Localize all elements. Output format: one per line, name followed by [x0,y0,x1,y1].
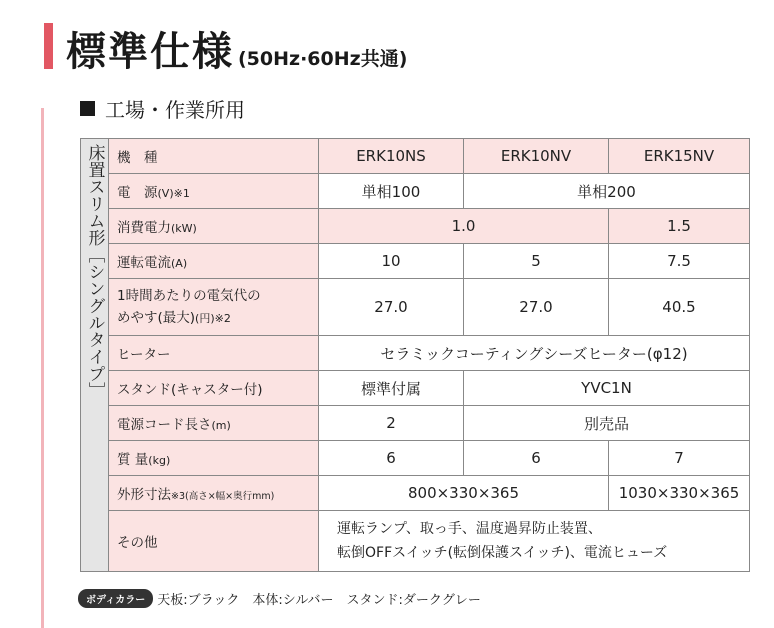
power-source-c1: 単相100 [319,174,464,209]
heater-label: ヒーター [109,336,319,371]
section-label: 工場・作業所用 [105,98,245,122]
row-label [109,209,319,244]
side-category-label [81,139,109,572]
table-row-cord [81,406,750,441]
other-line-2: 転倒OFFスイッチ(転倒保護スイッチ)、電流ヒューズ [337,545,668,561]
cost-label-1: 1時間あたりの電気代の [117,287,261,304]
current-c1: 10 [319,244,464,279]
dimensions-unit: ※3(高さ×幅×奥行mm) [171,491,275,502]
cost-c3: 40.5 [609,279,750,336]
table-row-other [81,511,750,572]
body-color-note [78,589,481,608]
dimensions-c12: 800×330×365 [319,476,609,511]
stand-c1: 標準付属 [319,371,464,406]
other-label: その他 [109,511,319,572]
table-row-weight [81,441,750,476]
row-label [109,174,319,209]
title-main: 標準仕様 [66,29,234,75]
section-heading [80,94,245,123]
model-erk10ns: ERK10NS [319,139,464,174]
weight-c2: 6 [464,441,609,476]
power-consumption-unit: (kW) [171,222,197,235]
table-row-power-source [81,174,750,209]
table-row-power-consumption [81,209,750,244]
row-label [109,244,319,279]
weight-unit: (kg) [148,454,171,467]
table-row-stand [81,371,750,406]
title-accent-bar [44,23,53,69]
current-label: 運転電流 [117,255,171,271]
cost-c1: 27.0 [319,279,464,336]
other-line-1: 運転ランプ、取っ手、温度過昇防止装置、 [337,521,602,537]
cord-label: 電源コード長さ [117,417,212,433]
weight-c1: 6 [319,441,464,476]
power-source-label: 電 源 [117,185,158,201]
other-value [319,511,750,572]
current-c3: 7.5 [609,244,750,279]
cost-unit: (円)※2 [195,311,231,325]
heater-value: セラミックコーティングシーズヒーター(φ12) [319,336,750,371]
power-consumption-c12: 1.0 [319,209,609,244]
row-label [109,441,319,476]
table-row-heater [81,336,750,371]
weight-label: 質 量 [117,452,149,468]
cost-label-2: めやす(最大) [117,309,196,326]
table-row-header [81,139,750,174]
side-label-text: 床置スリム形［シングルタイプ］ [84,144,105,399]
stand-label: スタンド(キャスター付) [109,371,319,406]
row-label [109,476,319,511]
power-source-unit: (V)※1 [157,187,190,200]
row-label [109,406,319,441]
left-accent-border [41,108,44,628]
dimensions-label: 外形寸法 [117,487,171,503]
power-source-c23: 単相200 [464,174,750,209]
table-row-current [81,244,750,279]
body-color-text: 天板:ブラック 本体:シルバー スタンド:ダークグレー [157,593,481,608]
cord-unit: (m) [211,419,231,432]
dimensions-c3: 1030×330×365 [609,476,750,511]
model-erk15nv: ERK15NV [609,139,750,174]
cost-c2: 27.0 [464,279,609,336]
body-color-badge: ボディカラー [78,589,153,608]
current-unit: (A) [171,257,188,270]
cord-c23: 別売品 [464,406,750,441]
cord-c1: 2 [319,406,464,441]
row-label [109,279,319,336]
page-title [66,20,407,77]
weight-c3: 7 [609,441,750,476]
header-label: 機 種 [109,139,319,174]
stand-c23: YVC1N [464,371,750,406]
table-row-dimensions [81,476,750,511]
current-c2: 5 [464,244,609,279]
power-consumption-label: 消費電力 [117,220,171,236]
power-consumption-c3: 1.5 [609,209,750,244]
model-erk10nv: ERK10NV [464,139,609,174]
spec-table [80,138,750,572]
title-sub: (50Hz·60Hz共通) [238,48,408,70]
table-row-electricity-cost [81,279,750,336]
square-bullet-icon [80,101,95,116]
